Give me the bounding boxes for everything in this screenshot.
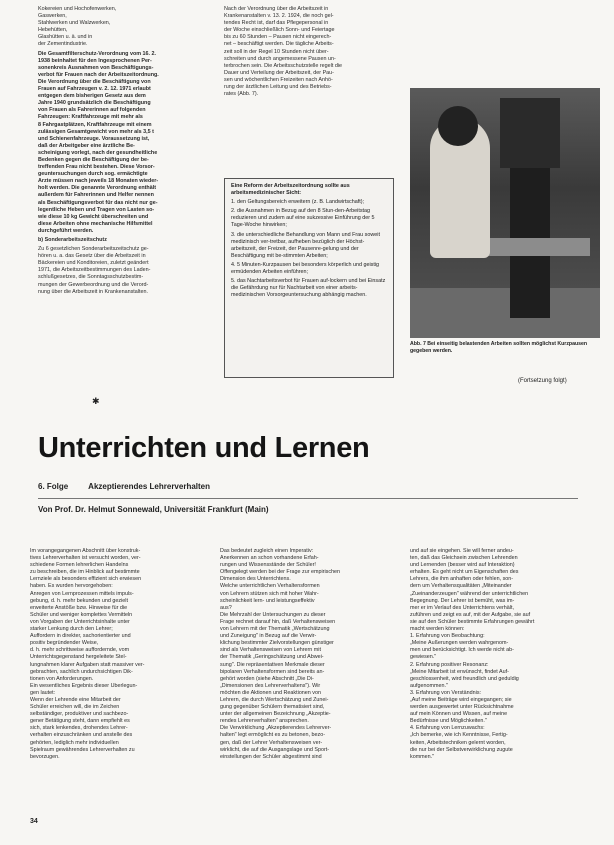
reform-item: 4. 5 Minuten-Kurzpausen bei besonders körperlich und geistig ermüdenden Arbeiten einführen; (231, 261, 380, 276)
text-line: der Thematik „Geringschätzung und Abwei- (220, 654, 324, 661)
text-line: Lernziele als besonders effizient sich erwiesen (30, 576, 142, 583)
text-line: aufgenommen." (410, 682, 448, 689)
reform-box-intro: Eine Reform der Arbeitszeitordnung sollte aus arbeitsmedizinischer Sicht: (231, 183, 350, 197)
text-line: bis zu 60 Stunden – Pausen nicht eingerech- (224, 34, 332, 41)
text-line: Die Verwirklichung „Akzeptierendes Lehrerver- (220, 725, 332, 732)
text-line: der Woche einschließlich Sonn- und Feiertage (224, 27, 335, 34)
text-line: und Zuneigung" in Bezug auf die Verwir- (220, 633, 317, 640)
continued-note: (Fortsetzung folgt) (518, 378, 567, 384)
text-line: Begegnung. Der Lehrer ist bemüht, was im- (410, 597, 515, 604)
figure-photo (410, 88, 600, 338)
text-line: selbständiger, produktiver und sachbezo- (30, 711, 129, 718)
text-line: Das bedeutet zugleich einen Imperativ: (220, 548, 314, 554)
text-line: Dimension des Unterrichtens. (220, 576, 291, 583)
text-line: Schüler und weniger komplettes Vermitteln (30, 611, 133, 618)
text-line: kommen." (410, 753, 435, 760)
text-line: scheinlichkeit lern- und leistungseffektiv (220, 597, 315, 604)
text-line: Im vorangegangenen Abschnitt über konstruk- (30, 548, 141, 554)
text-line: gener Betätigung steht, dann empfiehlt es (30, 718, 130, 725)
text-line: erhalten. Es geht nicht um Eigenschaften des (410, 569, 519, 576)
text-line: bevorzugen. (30, 753, 60, 760)
text-line: Auffordern in direkter, sachorientierter und (30, 633, 131, 640)
text-line: von Vorgaben der Unterrichtsinhalte unter (30, 618, 130, 625)
text-line: zu beschreiben, die im Hinblick auf bestimmte (30, 569, 140, 576)
text-line: gen lautet: (30, 689, 56, 696)
text-line: Unterrichtsgegenstand hergeleitete Stel- (30, 654, 127, 661)
text-line: Lehrers, die ihm anhaften oder fehlen, son- (410, 576, 514, 583)
text-line: wirklicht, die auf die Ausgangslage und Sport- (220, 746, 330, 753)
text-line: Die Verordnung über die Beschäftigung von (38, 78, 151, 85)
reform-box (224, 178, 394, 378)
text-line: zeit soll in der Regel 10 Stunden nicht über- (224, 48, 329, 55)
text-line: klichung bestimmter Zielvorstellungen günstiger (220, 640, 334, 647)
text-line: daß der Arbeitgeber eine ärztliche Be- (38, 142, 135, 149)
text-line: von Lehrern stützen sich mit hoher Wahr- (220, 590, 319, 597)
text-line: lungnahmen klarer Aufgaben statt massiver ver- (30, 661, 145, 668)
text-line: gung gegenüber Schülern thematisiert sind, (220, 704, 325, 711)
text-line: möchten die Aktionen und Reaktionen von (220, 689, 321, 696)
text-line: verhalten einzuschränken und anstelle des (30, 732, 133, 739)
text-line: Kokereien und Hochofenwerken, (38, 6, 117, 12)
text-line: starker Lenkung durch den Lehrer; (30, 626, 113, 633)
article-subtitle (38, 482, 228, 491)
text-line: Jahre 1940 grundsätzlich die Beschäftigung (38, 100, 151, 107)
text-line: sich, stark lenkendes, drohendes Lehrer- (30, 725, 128, 732)
text-line: gebrachten, sachlich undurchsichtigen Dik- (30, 668, 133, 675)
text-line: Wenn der Lehrende eine Mitarbeit der (30, 696, 121, 703)
text-line: von Frauen als Fahrerinnen auf folgenden (38, 107, 146, 114)
text-line: werden ausgewertet unter Rücksichtnahme (410, 704, 514, 711)
text-line: men und berücksichtigt. Ich werde nicht ab- (410, 647, 514, 654)
text-line: Krankenanstalten v. 13. 2. 1924, die noch gel- (224, 13, 334, 20)
figure-caption: Abb. 7 Bei einseitig belastenden Arbeiten sollten möglichst Kurzpausen gegeben werden. (410, 341, 588, 354)
text-line: schreiten und durch angemessene Pausen un- (224, 55, 336, 62)
text-line: diese Arbeiten ohne mechanische Hilfsmittel (38, 220, 153, 227)
text-line: Fahrzeugen: Kraftfahrzeuge mit mehr als (38, 114, 143, 121)
subtitle-label: Akzeptierendes Lehrerverhalten (88, 482, 210, 491)
text-line: Frauen auf Fahrzeugen v. 2. 12. 1971 erlaubt (38, 86, 151, 93)
text-line: Dauer und Verteilung der Arbeitszeit, der Pau- (224, 69, 334, 76)
text-line: bipolaren Verhaltensformen sind bereits an- (220, 668, 325, 675)
text-line: tionen von Anforderungen. (30, 675, 94, 682)
text-line: holt werden. Die genannte Verordnung enthält (38, 185, 157, 192)
text-line: tives Lehrerverhalten ist versucht worden, ver- (30, 555, 141, 562)
text-line: geuntersuchungen durch sog. ermächtigte (38, 171, 148, 178)
text-line: schlußgesetzes, die Sonntagsschutzbestim- (38, 274, 144, 281)
text-line: 1938 beinhaltet für den Ingesprochenen Per- (38, 57, 152, 64)
text-line: gebung, d. h. mehr bekunden und gezielt (30, 597, 129, 604)
text-line: außerdem für Fahrerinnen und Helfer nennen (38, 192, 154, 199)
text-line: rates (Abb. 7). (224, 91, 259, 98)
text-line: Die Gesamtfilterschutz-Verordnung vom 16. 2. (38, 50, 157, 57)
text-line: Anerkennen an schon vorhandene Erfah- (220, 555, 319, 562)
text-line: rung der ärztlichen Leitung und des Betriebs- (224, 84, 332, 91)
text-line: d. h. mehr schrittweise auffordernde, vom (30, 647, 130, 654)
text-line: Bedenken gegen die Beschäftigung der be- (38, 156, 149, 163)
text-line: Spielraum gewährendes Lehrerverhalten zu (30, 746, 135, 753)
text-line: legentliche Heben und Tragen von Lasten so- (38, 206, 155, 213)
text-line: haben. Es wurden hervorgehoben: (30, 583, 113, 590)
text-line: Offengelegt werden bei der Frage zur empirischen (220, 569, 341, 576)
text-line: nung über die Arbeitszeit in Krankenanstalten. (38, 288, 148, 295)
text-line: 3. Erfahrung von Verständnis: (410, 689, 482, 696)
text-line: 1. Erfahrung von Beobachtung: (410, 633, 485, 640)
text-line: unter der allgemeinen Bezeichnung „Akzeptie- (220, 711, 331, 718)
text-line: zulässigen Gesamtgewicht von mehr als 3,5 t (38, 128, 154, 135)
text-line: Hebehütten, (38, 27, 68, 34)
bottom-column-3 (410, 548, 590, 763)
text-line: „Meine Mitarbeit ist erwünscht, findet Auf- (410, 668, 509, 675)
decorative-mark: ✱ (92, 396, 100, 406)
text-line: Schüler erreichen will, die im Zeichen (30, 704, 120, 711)
reform-item: 5. das Nachtarbeitsverbot für Frauen auf-lockern und bei Einsatz die Gefährdung nur für Nachtarbeit von einer arbeits-medizinischen Vorsorgeuntersuchung abhängig machen. (231, 278, 386, 299)
text-line: Die Mehrzahl der Untersuchungen zu dieser (220, 611, 326, 618)
text-line: entgegen dem bisherigen Gesetz aus dem (38, 93, 146, 100)
divider (38, 498, 578, 499)
text-line: einstellungen der Schüler abgestimmt sind (220, 753, 322, 760)
text-line: die nur bei der Selbstverwirklichung zugute (410, 746, 513, 753)
text-line: gehörten, lediglich mehr individuellen (30, 739, 119, 746)
author-line: Von Prof. Dr. Helmut Sonnewald, Universität Frankfurt (Main) (38, 505, 269, 514)
text-line: sen und wöchentlichen Freizeiten nach Anhö- (224, 76, 333, 83)
text-line: 1971, die Arbeitszeitbestimmungen des Laden- (38, 267, 151, 274)
text-line: Zu 6 gesetzlichen Sonderarbeitszeitschutz ge- (38, 246, 149, 253)
text-line: keiten, Arbeitstechniken gelernt worden, (410, 739, 506, 746)
text-line: ten, daß das Gleichsein zwischen Lehrenden (410, 555, 518, 562)
text-line: rendes Lehrerverhalten" ansprechen. (220, 718, 309, 725)
page-number: 34 (30, 818, 38, 825)
text-line: und auf sie eingehen. Sie will ferner andeu- (410, 548, 514, 554)
text-line: tendes Recht ist, darf das Pflegepersonal in (224, 20, 329, 27)
text-line: terbrochen sein. Die Arbeitsschutzstelle regelt die (224, 62, 343, 69)
text-line: Glashütten u. ä. und in (38, 34, 93, 41)
text-line: Gaswerken, (38, 13, 67, 20)
text-line: schiedene Formen lehrerlichen Handelns (30, 562, 129, 569)
bottom-column-1 (30, 548, 210, 763)
text-line: net – beschäftigt werden. Die tägliche Arbeits- (224, 41, 334, 48)
text-line: 4. Erfahrung von Lernzuwachs: (410, 725, 485, 732)
reform-item: 2. die Ausnahmen in Bezug auf den 8 Stun-den-Arbeitstag reduzieren und zudem auf eine sukzessive Einführung der 5 Tage-Woche hinwirken; (231, 208, 375, 229)
text-line: sind als Verhaltensweisen von Lehrern mit (220, 647, 321, 654)
text-line: macht werden können: (410, 626, 465, 633)
text-line: hören u. a. das Gesetz über die Arbeitszeit in (38, 253, 146, 260)
text-line: Ein wesentliches Ergebnis dieser Überlegun- (30, 682, 138, 689)
text-line: Lehrern, die durch Wertschätzung und Zunei- (220, 696, 329, 703)
text-line: dern um Verhaltensqualitäten „Miteinander (410, 583, 512, 590)
text-line: Welche unterrichtlichen Verhaltensformen (220, 583, 320, 590)
text-line: gehört worden (siehe Abschnitt „Die Di- (220, 675, 314, 682)
reform-item: 1. den Geltungsbereich erweitern (z. B. Landwirtschaft); (231, 199, 365, 206)
text-line: „Dimensionen des Lehrerverhaltens"). Wir (220, 682, 321, 689)
top-column-1 (38, 6, 216, 298)
text-line: sie auf den Schüler bestimmte Erfahrungen gewährt (410, 618, 535, 625)
text-line: 8 Fahrgastplätzen, Kraftfahrzeuge mit einem (38, 121, 152, 128)
text-line: „Meine Äußerungen werden wahrgenom- (410, 640, 509, 647)
text-line: positiv begründender Weise, (30, 640, 99, 647)
text-line: auf mein Können und Wissen, auf meine (410, 711, 508, 718)
text-line: Ärzte müssen nach jeweils 18 Monaten wieder- (38, 178, 159, 185)
text-line: von Lehrern mit der Thematik „Wertschätzung (220, 626, 330, 633)
text-line: als Beschäftigungsverbot für das nicht nur ge- (38, 199, 158, 206)
text-line: verbot für Frauen nach der Arbeitszeitordnung. (38, 71, 159, 78)
text-line: halten" legt ermöglicht es zu betonen, bezo- (220, 732, 325, 739)
text-line: zuführen und zeigt es auf, mit der Aufgabe, sie auf (410, 611, 531, 618)
text-line: Anregen von Lernprozessen mittels impuls- (30, 590, 134, 597)
text-line: und Schienenfahrzeuge. Voraussetzung ist, (38, 135, 150, 142)
article-title: Unterrichten und Lernen (38, 432, 370, 464)
text-line: treffenden Frau nicht bestehen. Diese Vorsor- (38, 164, 155, 171)
text-line: sung". Die repräsentativen Merkmale dieser (220, 661, 325, 668)
text-line: und Lernenden (besser wird auf Interaktion) (410, 562, 515, 569)
text-line: mer er im Verlauf des Unterrichtens verhält, (410, 604, 514, 611)
text-line: „Auf meine Beiträge wird eingegangen; sie (410, 696, 512, 703)
text-line: Frage rechnet darauf hin, daß Verhaltensweisen (220, 618, 336, 625)
text-line: mungen der Gewerbeordnung und die Verord- (38, 281, 149, 288)
text-line: wie diese 10 kg Gewicht überschreiten und (38, 213, 149, 220)
text-line: der Zementindustrie. (38, 41, 88, 48)
text-line: „Ich bemerke, wie ich Kenntnisse, Fertig- (410, 732, 508, 739)
text-line: aus? (220, 604, 232, 611)
text-line: gewiesen." (410, 654, 437, 661)
bottom-column-2 (220, 548, 400, 763)
text-line: „Zueinanderzeugen" während der unterrichtlichen (410, 590, 529, 597)
reform-item: 3. die unterschiedliche Behandlung von Mann und Frau soweit medizinisch ver-tretbar, aufheben bezüglich der Höchst-arbeitszeit, der Freizeit, der Pausenre-gelung und der Beschäftigung mit be-stimmten Arbeiten; (231, 231, 380, 259)
text-line: sonenkreis Ausnahmen von Beschäftigungs- (38, 64, 154, 71)
text-line: durchgeführt werden. (38, 227, 94, 234)
text-line: scheinigung vorlegt, nach der gesundheitliche (38, 149, 158, 156)
section-heading-b: b) Sonderarbeitszeitschutz (38, 237, 107, 243)
text-line: Stahlwerken und Walzwerken, (38, 20, 111, 27)
text-line: gen, daß der Lehrer Verhaltensweisen ver- (220, 739, 323, 746)
series-label: 6. Folge (38, 482, 69, 491)
text-line: Bäckereien und Konditoreien, zuletzt geändert (38, 260, 149, 267)
text-line: erweiterte Anstöße bzw. Hinweise für die (30, 604, 128, 611)
text-line: 2. Erfahrung positiver Resonanz: (410, 661, 489, 668)
text-line: geschlossenheit, wird freundlich und geduldig (410, 675, 519, 682)
text-line: rungen und Wissensstände der Schüler! (220, 562, 316, 569)
text-line: Nach der Verordnung über die Arbeitszeit in (224, 6, 329, 12)
top-column-2 (224, 6, 402, 100)
text-line: Bedürfnisse und Möglichkeiten." (410, 718, 487, 725)
